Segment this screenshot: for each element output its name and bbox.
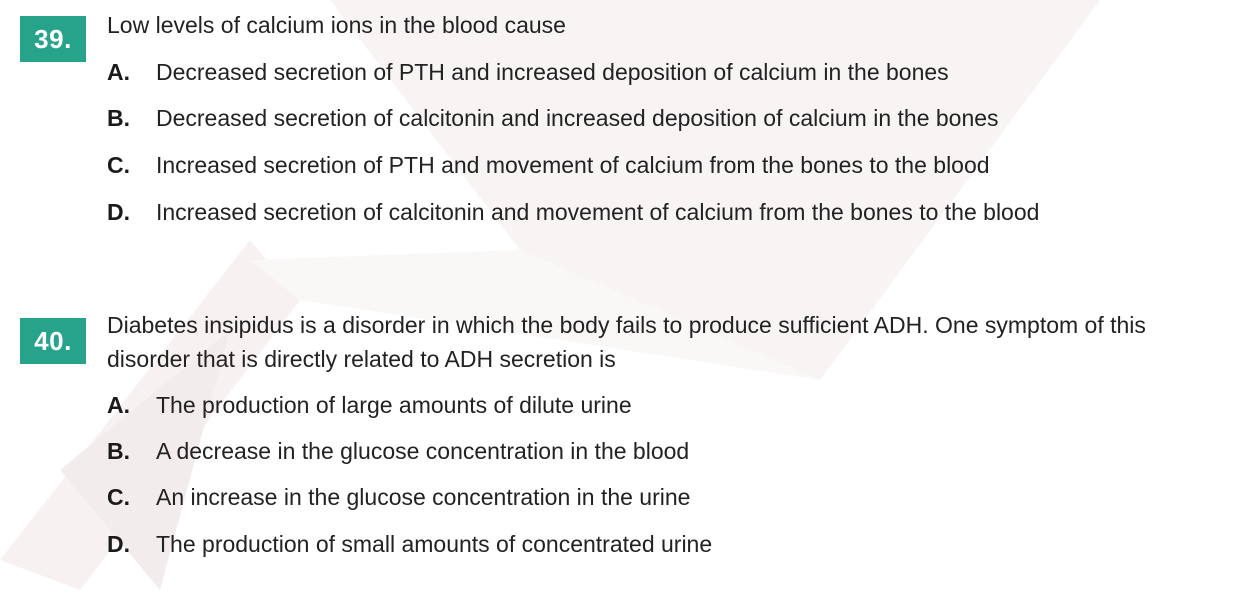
- choice-letter: D.: [107, 199, 130, 225]
- choice-text: Increased secretion of calcitonin and movement of calcium from the bones to the blood: [156, 199, 1040, 225]
- choice-letter: B.: [107, 105, 130, 131]
- choice-text: The production of large amounts of dilute urine: [156, 392, 632, 418]
- question-stem: Low levels of calcium ions in the blood cause: [107, 12, 566, 38]
- choice-letter: D.: [107, 531, 130, 557]
- answer-choice-b[interactable]: [107, 434, 689, 468]
- answer-choice-c[interactable]: [107, 480, 690, 514]
- answer-choice-c[interactable]: [107, 148, 990, 182]
- choice-letter: A.: [107, 392, 130, 418]
- question-number-badge: 39.: [20, 16, 86, 62]
- choice-text: Decreased secretion of calcitonin and increased deposition of calcium in the bones: [156, 105, 999, 131]
- choice-letter: B.: [107, 438, 130, 464]
- choice-text: The production of small amounts of concentrated urine: [156, 531, 713, 557]
- choice-text: An increase in the glucose concentration in the urine: [156, 484, 691, 510]
- answer-choice-a[interactable]: [107, 388, 632, 422]
- answer-choice-d[interactable]: [107, 195, 1039, 229]
- choice-letter: C.: [107, 484, 130, 510]
- question-number-badge: 40.: [20, 318, 86, 364]
- choice-text: A decrease in the glucose concentration in the blood: [156, 438, 690, 464]
- answer-choice-b[interactable]: [107, 101, 999, 135]
- choice-text: Increased secretion of PTH and movement of calcium from the bones to the blood: [156, 152, 990, 178]
- choice-text: Decreased secretion of PTH and increased deposition of calcium in the bones: [156, 59, 949, 85]
- answer-choice-d[interactable]: [107, 527, 712, 561]
- choice-letter: A.: [107, 59, 130, 85]
- question-stem: Diabetes insipidus is a disorder in which the body fails to produce sufficient ADH. One symptom of this disorder that is directly related to ADH secretion is: [107, 312, 1146, 372]
- choice-letter: C.: [107, 152, 130, 178]
- answer-choice-a[interactable]: [107, 55, 949, 89]
